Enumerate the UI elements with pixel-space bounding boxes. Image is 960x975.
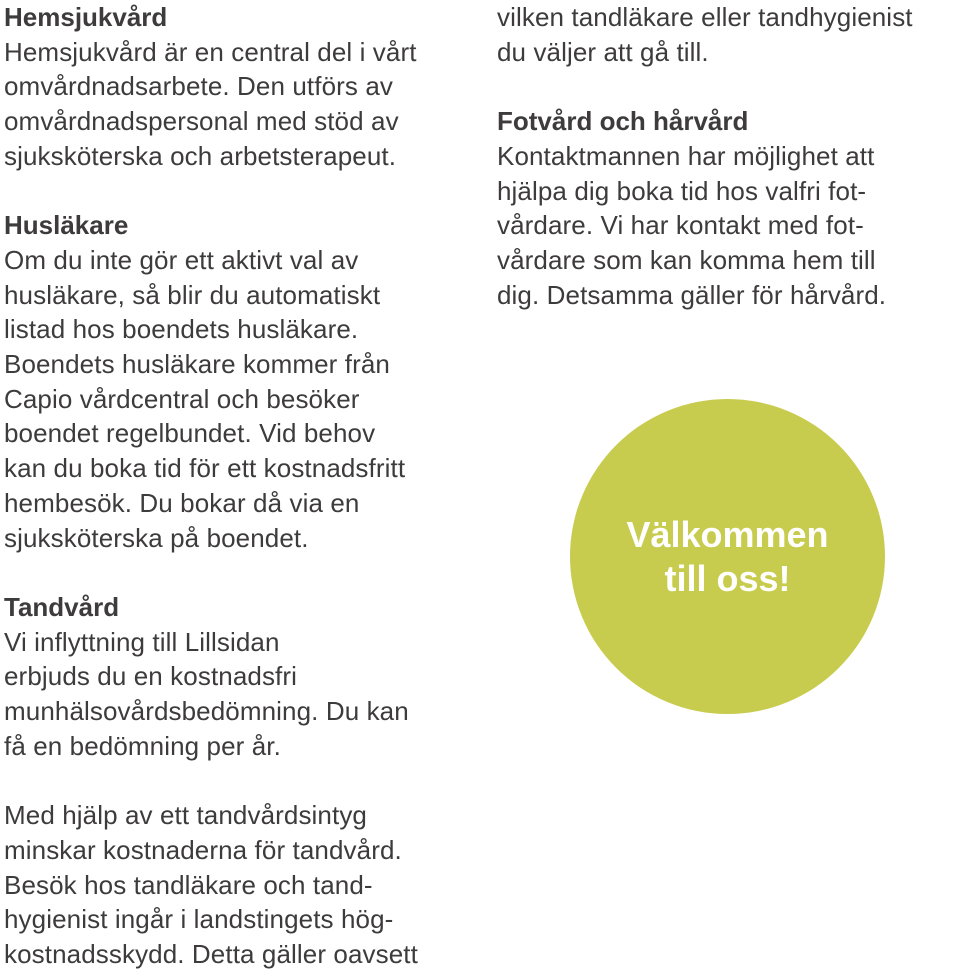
paragraph-line: omvårdnadspersonal med stöd av xyxy=(4,106,399,137)
section-heading-tandvard: Tandvård xyxy=(4,591,120,622)
paragraph-line: Capio vårdcentral och besöker xyxy=(4,383,360,414)
paragraph-line: Besök hos tandläkare och tand- xyxy=(4,869,373,900)
paragraph-line: du väljer att gå till. xyxy=(497,36,709,67)
section-heading-huslakare: Husläkare xyxy=(4,210,129,241)
section-heading-hemsjukvard: Hemsjukvård xyxy=(4,2,168,32)
paragraph-line: hjälpa dig boka tid hos valfri fot- xyxy=(497,175,867,206)
paragraph-line: husläkare, så blir du automatiskt xyxy=(4,279,381,310)
paragraph-line: erbjuds du en kostnadsfri xyxy=(4,661,298,692)
paragraph-line: minskar kostnaderna för tandvård. xyxy=(4,834,402,865)
paragraph-line: dig. Detsamma gäller för hårvård. xyxy=(497,279,887,310)
paragraph-line: kostnadsskydd. Detta gäller oavsett xyxy=(4,938,418,969)
right-column xyxy=(497,0,960,312)
left-column xyxy=(4,0,484,972)
paragraph-line: vårdare. Vi har kontakt med fot- xyxy=(497,210,864,241)
paragraph-line: Hemsjukvård är en central del i vårt xyxy=(4,36,417,67)
paragraph-line: hembesök. Du bokar då via en xyxy=(4,487,360,518)
paragraph-line: omvårdnadsarbete. Den utförs av xyxy=(4,71,393,102)
paragraph-line: kan du boka tid för ett kostnadsfritt xyxy=(4,453,406,484)
paragraph-line: sjuksköterska och arbetsterapeut. xyxy=(4,140,397,171)
paragraph-line: Vi inflyttning till Lillsidan xyxy=(4,626,280,657)
paragraph-line: hygienist ingår i landstingets hög- xyxy=(4,904,394,935)
paragraph-line: Kontaktmannen har möjlighet att xyxy=(497,140,875,171)
welcome-badge xyxy=(570,399,885,714)
paragraph-line: boendet regelbundet. Vid behov xyxy=(4,418,376,449)
paragraph-line: Med hjälp av ett tandvårdsintyg xyxy=(4,800,367,831)
paragraph-line: listad hos boendets husläkare. xyxy=(4,314,359,345)
paragraph-line: vårdare som kan komma hem till xyxy=(497,244,876,275)
paragraph-line: Om du inte gör ett aktivt val av xyxy=(4,244,359,275)
paragraph-line: vilken tandläkare eller tandhygienist xyxy=(497,2,913,32)
section-heading-fotvard: Fotvård och hårvård xyxy=(497,106,749,137)
paragraph-line: munhälsovårdsbedömning. Du kan xyxy=(4,696,409,727)
welcome-badge-line2: till oss! xyxy=(664,557,791,599)
welcome-badge-line1: Välkommen xyxy=(626,513,829,555)
paragraph-line: få en bedömning per år. xyxy=(4,730,281,761)
paragraph-line: Boendets husläkare kommer från xyxy=(4,349,390,380)
paragraph-line: sjuksköterska på boendet. xyxy=(4,522,309,553)
